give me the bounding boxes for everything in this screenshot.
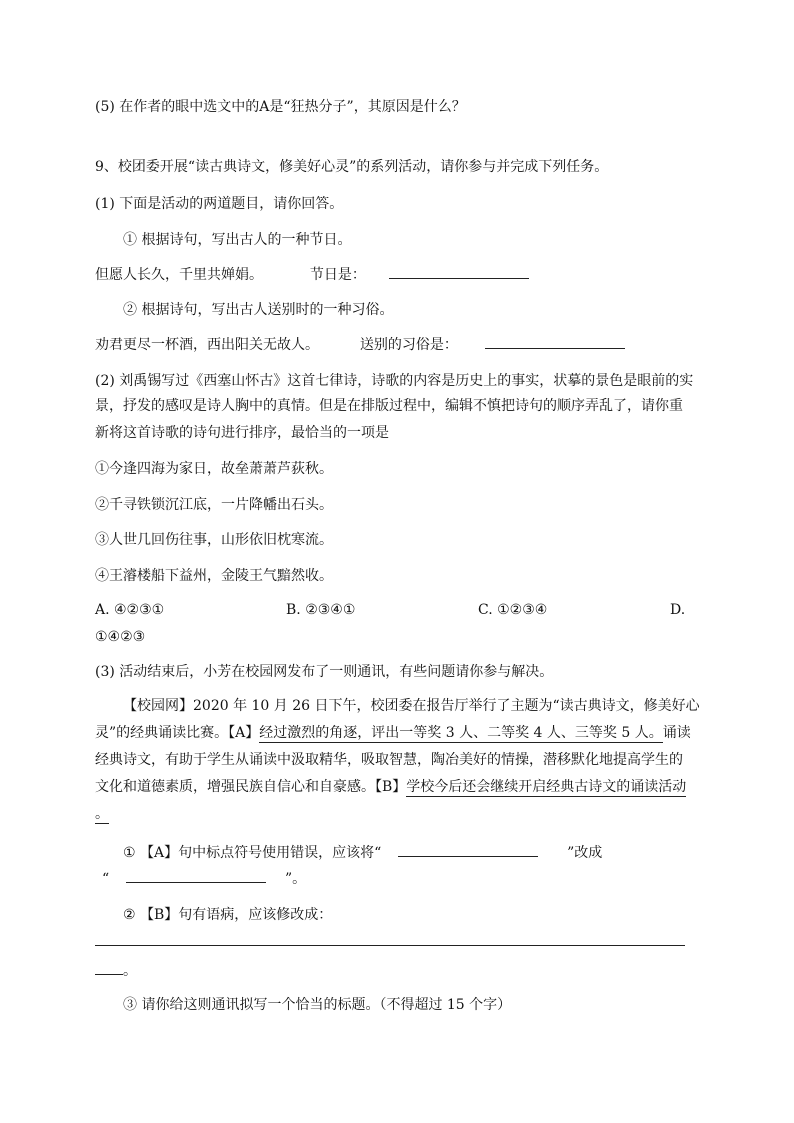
part-3-label: (3) 活动结束后，小芳在校园网发布了一则通讯，有些问题请你参与解决。	[95, 664, 554, 680]
news-line-5: 。	[95, 806, 109, 822]
festival-label: 节日是：	[309, 267, 366, 283]
custom-label: 送别的习俗是：	[359, 337, 458, 353]
question-8-5: (5) 在作者的眼中选文中的A是“狂热分子”，其原因是什么？	[95, 99, 466, 115]
poem-item-1: ①今逢四海为家日，故垒萧萧芦荻秋。	[95, 461, 333, 477]
sub-question-3: ③ 请你给这则通讯拟写一个恰当的标题。（不得超过 15 个字）	[123, 997, 512, 1013]
news-line-4: 文化和道德素质，增强民族自信心和自豪感。【B】学校今后还会继续开启经典古诗文的诵读活动	[95, 779, 687, 795]
part-2-text-line-2: 景，抒发的感叹是诗人胸中的真情。但是在排版过程中，编辑不慎把诗句的顺序弄乱了，请你重	[95, 398, 683, 414]
news-line-1: 【校园网】2020 年 10 月 26 日下午，校团委在报告厅举行了主题为“读古典诗文，修美好心	[123, 698, 700, 714]
sub-question-2: ② 【B】句有语病，应该修改成：	[123, 907, 333, 923]
sub-question-1-cont: “ ”。	[102, 868, 306, 889]
sentence-a-underlined: 经过激烈的角逐，评出一等奖 3 人、二等奖 4 人、三等奖 5 人。	[259, 725, 663, 741]
revision-answer-end: 。	[95, 960, 137, 981]
poem-line-2: 劝君更尽一杯酒，西出阳关无故人。	[95, 337, 319, 353]
poem-item-2: ②千寻铁锁沉江底，一片降幡出石头。	[95, 497, 333, 513]
sentence-b-underlined: 学校今后还会继续开启经典古诗文的诵读活动	[406, 779, 687, 795]
option-c[interactable]: C. ①②③④	[478, 602, 548, 618]
poem-line-1: 但愿人长久，千里共婵娟。	[95, 267, 263, 283]
option-d[interactable]: D.	[670, 602, 686, 618]
festival-answer-blank[interactable]	[389, 264, 529, 279]
question-9-intro: 9、校团委开展“读古典诗文，修美好心灵”的系列活动，请你参与并完成下列任务。	[95, 159, 609, 175]
poem-item-3: ③人世几回伤往事，山形依旧枕寒流。	[95, 532, 333, 548]
poem-item-4: ④王濬楼船下益州，金陵王气黯然收。	[95, 568, 333, 584]
part-2-text-line-3: 新将这首诗歌的诗句进行排序，最恰当的一项是	[95, 425, 389, 441]
option-a[interactable]: A. ④②③①	[95, 602, 165, 618]
task-1: ① 根据诗句，写出古人的一种节日。	[123, 232, 352, 248]
sub-question-1: ① 【A】句中标点符号使用错误，应该将“ ”改成	[123, 842, 602, 863]
part-1-label: (1) 下面是活动的两道题目，请你回答。	[95, 196, 344, 212]
custom-answer-blank[interactable]	[485, 334, 625, 349]
festival-row	[95, 264, 529, 285]
custom-row	[95, 334, 625, 355]
news-line-2: 灵”的经典诵读比赛。【A】经过激烈的角逐，评出一等奖 3 人、二等奖 4 人、三等奖 5 人。诵读	[95, 725, 691, 741]
original-punctuation-blank[interactable]	[398, 842, 538, 857]
option-d-continued: ①④②③	[95, 629, 146, 645]
part-2-text-line-1: (2) 刘禹锡写过《西塞山怀古》这首七律诗，诗歌的内容是历史上的事实，状摹的景色是眼前的实	[95, 373, 694, 389]
corrected-punctuation-blank[interactable]	[126, 868, 266, 883]
revision-answer-line[interactable]	[95, 945, 685, 946]
task-2: ② 根据诗句，写出古人送别时的一种习俗。	[123, 302, 394, 318]
option-b[interactable]: B. ②③④①	[286, 602, 356, 618]
news-line-3: 经典诗文，有助于学生从诵读中汲取精华，吸取智慧，陶冶美好的情操，潜移默化地提高学生的	[95, 752, 683, 768]
